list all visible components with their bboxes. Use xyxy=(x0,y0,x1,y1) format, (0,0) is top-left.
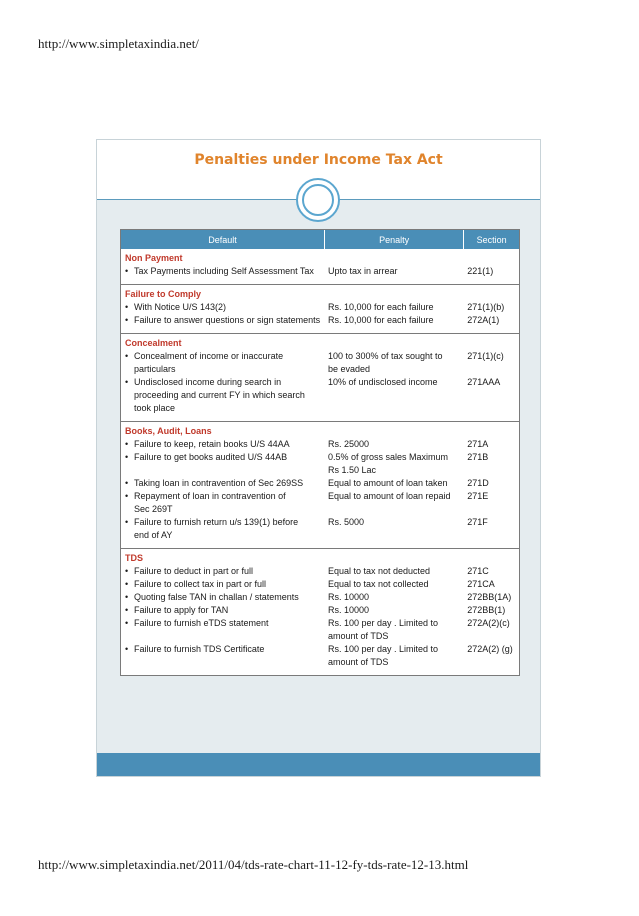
default-text: Failure to furnish eTDS statement xyxy=(134,618,269,628)
bullet-icon: • xyxy=(125,302,129,312)
header-default: Default xyxy=(121,230,325,249)
bullet-icon: • xyxy=(125,478,129,488)
default-text: Failure to apply for TAN xyxy=(134,605,229,615)
penalty-text: Rs. 5000 xyxy=(327,517,364,527)
table-row xyxy=(121,314,519,327)
default-cell xyxy=(121,477,325,490)
penalty-cell xyxy=(325,591,464,604)
default-text: Tax Payments including Self Assessment Tax xyxy=(134,266,314,276)
default-cell xyxy=(121,265,325,278)
section-cell: 272A(2) (g) xyxy=(467,644,513,654)
penalty-cell xyxy=(325,643,464,669)
section-cell: 272A(1) xyxy=(467,315,500,325)
default-cell xyxy=(121,376,325,415)
bullet-icon: • xyxy=(125,644,129,654)
group-heading: Concealment xyxy=(125,338,182,348)
group-heading: Books, Audit, Loans xyxy=(125,426,212,436)
section-cell: 271(1)(b) xyxy=(467,302,505,312)
penalty-cell xyxy=(325,604,464,617)
bullet-icon: • xyxy=(125,439,129,449)
section-cell: 271C xyxy=(467,566,489,576)
bullet-icon: • xyxy=(125,266,129,276)
table-row xyxy=(121,516,519,542)
source-url-bottom: http://www.simpletaxindia.net/2011/04/tds-rate-chart-11-12-fy-tds-rate-12-13.html xyxy=(38,857,469,872)
default-text: Failure to answer questions or sign statements xyxy=(134,315,321,325)
section-cell: 272A(2)(c) xyxy=(467,618,510,628)
penalty-text: Rs. 100 per day . Limited to xyxy=(327,644,439,654)
penalty-cell xyxy=(325,376,464,415)
table-row xyxy=(121,643,519,669)
bullet-icon: • xyxy=(125,452,129,462)
table-row xyxy=(121,477,519,490)
penalty-text: Rs. 10,000 for each failure xyxy=(327,315,434,325)
penalty-table xyxy=(120,229,520,676)
default-cell xyxy=(121,617,325,643)
bullet-icon: • xyxy=(125,351,129,361)
penalty-cell xyxy=(325,578,464,591)
table-row xyxy=(121,565,519,578)
default-cell xyxy=(121,516,325,542)
penalty-text: Equal to amount of loan repaid xyxy=(327,491,451,501)
table-header xyxy=(121,230,519,249)
penalty-text: Equal to amount of loan taken xyxy=(327,478,448,488)
penalty-text: 10% of undisclosed income xyxy=(327,377,438,387)
penalty-group xyxy=(121,421,519,548)
default-text: Sec 269T xyxy=(134,504,173,514)
penalty-text: Upto tax in arrear xyxy=(327,266,398,276)
penalty-cell xyxy=(325,477,464,490)
penalty-text: 100 to 300% of tax sought to xyxy=(327,351,443,361)
penalty-text: Rs. 25000 xyxy=(327,439,369,449)
circle-ornament-icon xyxy=(296,178,340,222)
penalty-cell xyxy=(325,490,464,516)
table-row xyxy=(121,376,519,415)
section-cell: 271F xyxy=(467,517,488,527)
default-text: Failure to furnish return u/s 139(1) before xyxy=(134,517,299,527)
bullet-icon: • xyxy=(125,491,129,501)
default-text: Failure to keep, retain books U/S 44AA xyxy=(134,439,290,449)
penalty-text: Rs 1.50 Lac xyxy=(327,465,376,475)
penalty-text: 0.5% of gross sales Maximum xyxy=(327,452,449,462)
section-cell: 221(1) xyxy=(467,266,494,276)
table-row xyxy=(121,490,519,516)
table-row xyxy=(121,591,519,604)
penalty-group xyxy=(121,333,519,421)
penalty-cell xyxy=(325,314,464,327)
default-cell xyxy=(121,451,325,477)
penalty-group xyxy=(121,249,519,284)
table-row xyxy=(121,265,519,278)
penalty-text: amount of TDS xyxy=(327,657,389,667)
bullet-icon: • xyxy=(125,592,129,602)
penalty-card xyxy=(96,139,541,777)
default-text: took place xyxy=(134,403,176,413)
section-cell: 271(1)(c) xyxy=(467,351,504,361)
bullet-icon: • xyxy=(125,517,129,527)
section-cell: 271B xyxy=(467,452,489,462)
default-text: Failure to furnish TDS Certificate xyxy=(134,644,265,654)
default-cell xyxy=(121,565,325,578)
default-text: Failure to deduct in part or full xyxy=(134,566,254,576)
penalty-text: be evaded xyxy=(327,364,371,374)
card-footer-bar xyxy=(97,753,540,776)
default-text: Taking loan in contravention of Sec 269SS xyxy=(134,478,304,488)
section-cell: 271CA xyxy=(467,579,495,589)
header-section: Section xyxy=(476,234,507,245)
penalty-cell xyxy=(325,516,464,542)
group-heading: Failure to Comply xyxy=(125,289,202,299)
section-cell: 271D xyxy=(467,478,489,488)
default-text: Failure to collect tax in part or full xyxy=(134,579,267,589)
penalty-cell xyxy=(325,438,464,451)
penalty-group xyxy=(121,548,519,675)
penalty-cell xyxy=(325,451,464,477)
section-cell: 272BB(1) xyxy=(467,605,506,615)
default-cell xyxy=(121,490,325,516)
bullet-icon: • xyxy=(125,377,129,387)
table-row xyxy=(121,350,519,376)
bullet-icon: • xyxy=(125,618,129,628)
penalty-cell xyxy=(325,565,464,578)
table-row xyxy=(121,617,519,643)
penalty-text: Rs. 10,000 for each failure xyxy=(327,302,434,312)
penalty-cell xyxy=(325,617,464,643)
header-penalty: Penalty xyxy=(325,230,464,249)
section-cell: 271A xyxy=(467,439,489,449)
penalty-text: amount of TDS xyxy=(327,631,389,641)
page-title: Penalties under Income Tax Act xyxy=(194,152,443,168)
section-cell: 271AAA xyxy=(467,377,501,387)
default-text: With Notice U/S 143(2) xyxy=(134,302,227,312)
bullet-icon: • xyxy=(125,566,129,576)
bullet-icon: • xyxy=(125,315,129,325)
penalty-text: Equal to tax not collected xyxy=(327,579,429,589)
default-text: particulars xyxy=(134,364,176,374)
default-text xyxy=(125,630,325,643)
default-text: end of AY xyxy=(134,530,173,540)
circle-ornament-inner xyxy=(302,184,334,216)
table-row xyxy=(121,438,519,451)
default-cell xyxy=(121,350,325,376)
penalty-cell xyxy=(325,350,464,376)
default-text: Quoting false TAN in challan / statements xyxy=(134,592,299,602)
default-cell xyxy=(121,643,325,669)
penalty-cell xyxy=(325,265,464,278)
default-cell xyxy=(121,591,325,604)
table-row xyxy=(121,578,519,591)
default-text xyxy=(125,464,325,477)
bullet-icon: • xyxy=(125,605,129,615)
bullet-icon: • xyxy=(125,579,129,589)
section-cell: 272BB(1A) xyxy=(467,592,512,602)
default-cell xyxy=(121,604,325,617)
section-cell: 271E xyxy=(467,491,489,501)
penalty-text: Rs. 100 per day . Limited to xyxy=(327,618,439,628)
default-text: Undisclosed income during search in xyxy=(134,377,282,387)
default-cell xyxy=(121,301,325,314)
table-row xyxy=(121,604,519,617)
penalty-cell xyxy=(325,301,464,314)
penalty-group xyxy=(121,284,519,333)
default-text: Repayment of loan in contravention of xyxy=(134,491,286,501)
group-heading: Non Payment xyxy=(125,253,183,263)
table-row xyxy=(121,451,519,477)
penalty-text: Rs. 10000 xyxy=(327,592,369,602)
default-text: Concealment of income or inaccurate xyxy=(134,351,284,361)
table-row xyxy=(121,301,519,314)
table-body xyxy=(121,249,519,675)
penalty-text: Rs. 10000 xyxy=(327,605,369,615)
default-cell xyxy=(121,438,325,451)
default-text: Failure to get books audited U/S 44AB xyxy=(134,452,288,462)
default-text: proceeding and current FY in which search xyxy=(134,390,305,400)
default-cell xyxy=(121,314,325,327)
group-heading: TDS xyxy=(125,553,143,563)
default-cell xyxy=(121,578,325,591)
penalty-text: Equal to tax not deducted xyxy=(327,566,431,576)
source-url-top: http://www.simpletaxindia.net/ xyxy=(38,36,199,51)
